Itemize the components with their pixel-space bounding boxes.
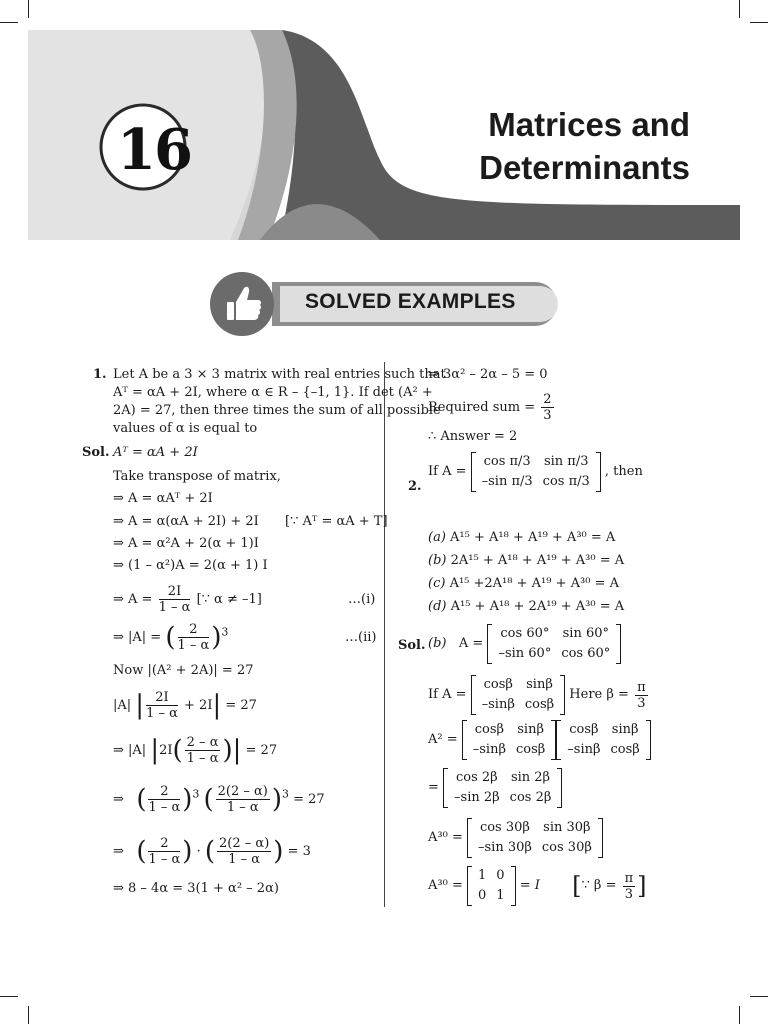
matrix-cell: –sinβ [481, 697, 515, 712]
crop-mark [0, 996, 18, 997]
solution-line: ⇒ 8 – 4α = 3(1 + α² – 2α) [113, 881, 279, 896]
fraction: $\frac{2}{1 - \alpha}$ [177, 622, 210, 653]
solution-line: ⇒ ( $\frac{2}{1 - \alpha}$ )$^3$ ( $\frac{2(2 - \alpha)}{1 - \alpha}$ )$^3$ = 27 [113, 784, 325, 815]
chapter-title-line1: Matrices and [488, 106, 690, 143]
solution-line: ⇒ A = α(αA + 2I) + 2I [113, 514, 259, 529]
matrix-cell: cos 30β [479, 820, 530, 835]
solution-line: ⇒ ( $\frac{2}{1 - \alpha}$ ) · ( $\frac{2(2 - \alpha)}{1 - \alpha}$ ) = 3 [113, 836, 311, 867]
matrix-cell: sin 30β [543, 820, 591, 835]
matrix-cell: 0 [477, 888, 487, 903]
fraction: $\frac{2(2 - \alpha)}{1 - \alpha}$ [217, 784, 268, 815]
matrix-row [473, 838, 597, 858]
option-text: A¹⁵ + A¹⁸ + 2A¹⁹ + A³⁰ = A [450, 599, 625, 614]
option-label: (b) [428, 553, 451, 568]
fraction: $\frac{2}{3}$ [543, 392, 552, 423]
matrix-cell: cos 2β [456, 770, 498, 785]
matrix-cell: cos 30β [541, 840, 592, 855]
question-number: 2. [408, 479, 422, 494]
answer-option [428, 598, 624, 616]
matrix-cell: cosβ [610, 742, 640, 757]
fraction: $\frac{\pi}{3}$ [624, 870, 634, 902]
solution-line: ⇒ A = αAᵀ + 2I [113, 491, 213, 506]
matrix-cell: sin 2β [510, 770, 551, 785]
matrix-cell: –sinβ [567, 742, 601, 757]
equation-tag: …(i) [348, 592, 376, 607]
matrix-cell: cosβ [524, 697, 555, 712]
matrix-cell: sinβ [526, 677, 553, 692]
matrix-cell: sinβ [611, 722, 639, 737]
matrix-row [477, 695, 560, 715]
answer-option [428, 552, 624, 570]
option-label: (d) [428, 599, 451, 614]
fraction: $\frac{\pi}{3}$ [637, 679, 646, 711]
chapter-number: 16 [117, 117, 191, 183]
option-text: 2A¹⁵ + A¹⁸ + A¹⁹ + A³⁰ = A [450, 553, 625, 568]
question-text: If A = cos π/3 sin π/3 –sin π/3 cos π/3 , then [428, 452, 643, 492]
solution-line: ⇒ 3α² – 2α – 5 = 0 [428, 367, 548, 382]
fraction: $\frac{2}{1 - \alpha}$ [148, 784, 181, 815]
option-label: (a) [428, 530, 451, 545]
solution-label: Sol. [82, 445, 110, 460]
option-label: (c) [428, 576, 450, 591]
matrix-cell: sin 60° [562, 626, 609, 641]
matrix-cell: cos 60° [561, 646, 611, 661]
solution-line: A³⁰ = cos 30β sin 30β –sin 30β cos 30β [428, 818, 603, 858]
solution-line: Take transpose of matrix, [113, 469, 281, 484]
solution-line: If A = cosβ sinβ –sinβ cosβ Here β = $\frac{\pi}{3}$ [428, 675, 650, 715]
matrix-cell: cos π/3 [483, 454, 531, 469]
matrix-cell: cos 60° [500, 626, 550, 641]
question-text: 2A) = 27, then three times the sum of all possible [113, 403, 441, 418]
matrix [467, 866, 516, 906]
matrix-cell: cosβ [569, 722, 599, 737]
solution-line: ⇒ (1 – α²)A = 2(α + 1) I [113, 558, 268, 573]
matrix-row [493, 624, 615, 644]
chapter-title-line2: Determinants [479, 149, 690, 186]
matrix-row [449, 768, 556, 788]
matrix [462, 720, 557, 760]
solution-line: Required sum = $\frac{2}{3}$ [428, 392, 552, 423]
matrix-cell: –sin 2β [454, 790, 500, 805]
question-text: Aᵀ = αA + 2I, where α ∈ R – {–1, 1}. If det (A² + [113, 385, 433, 400]
matrix-cell: cos π/3 [542, 474, 590, 489]
option-text: A¹⁵ + A¹⁸ + A¹⁹ + A³⁰ = A [450, 530, 616, 545]
solution-line: (b) A = cos 60° sin 60° –sin 60° cos 60° [428, 624, 621, 664]
matrix-cell: 1 [477, 868, 487, 883]
fraction: $\frac{2}{1 - \alpha}$ [148, 836, 181, 867]
matrix-cell: –sin π/3 [481, 474, 533, 489]
matrix-row [477, 452, 595, 472]
matrix-row [468, 740, 551, 760]
expr-remark: [∵ α ≠ –1] [196, 592, 262, 607]
crop-mark [750, 996, 768, 997]
matrix [443, 768, 562, 808]
matrix-row [562, 740, 645, 760]
matrix-cell: –sin 60° [498, 646, 552, 661]
solution-line: A³⁰ = 1 0 0 1 = I [∵ β = $\frac{\pi}{3}$ ] [428, 866, 647, 906]
question-text: Let A be a 3 × 3 matrix with real entries such that [113, 367, 446, 382]
crop-mark [28, 1006, 29, 1024]
matrix-cell: 0 [496, 868, 505, 883]
solution-line: |A| | $\frac{2I}{1 - \alpha}$ + 2I| = 27 [113, 690, 257, 721]
matrix-row [477, 675, 560, 695]
solution-remark: [∵ Aᵀ = αA + T] [285, 514, 388, 529]
matrix [556, 720, 651, 760]
matrix-cell: cosβ [515, 742, 546, 757]
solution-line: Now |(A² + 2A)| = 27 [113, 663, 254, 678]
matrix-row [473, 886, 510, 906]
solution-line: ⇒ A = α²A + 2(α + 1)I [113, 536, 259, 551]
matrix-row [477, 472, 595, 492]
matrix-cell: cos 2β [509, 790, 552, 805]
matrix [471, 452, 601, 492]
fraction: $\frac{2 - \alpha}{1 - \alpha}$ [186, 735, 219, 766]
matrix-cell: cosβ [474, 722, 505, 737]
matrix-cell: 1 [496, 888, 505, 903]
section-title: SOLVED EXAMPLES [305, 290, 516, 313]
matrix [467, 818, 603, 858]
matrix-row [562, 720, 645, 740]
matrix-row [468, 720, 551, 740]
solution-line: ⇒ |A| |2I( $\frac{2 - \alpha}{1 - \alpha}$ )| = 27 [113, 735, 278, 766]
matrix [471, 675, 566, 715]
solution-line: Aᵀ = αA + 2I [113, 445, 198, 460]
solution-line: ⇒ |A| = ( $\frac{2}{1 - \alpha}$ )$^3$ [113, 622, 229, 653]
matrix-cell: sin π/3 [543, 454, 589, 469]
matrix-row [473, 818, 597, 838]
question-text: values of α is equal to [113, 421, 258, 436]
equation-tag: …(ii) [345, 630, 377, 645]
answer-option [428, 575, 619, 593]
fraction: $\frac{2I}{1 - \alpha}$ [158, 584, 191, 615]
expr-lhs: ⇒ |A| = [113, 630, 162, 645]
expr-lhs: ⇒ A = [113, 592, 153, 607]
solution-line [113, 584, 262, 615]
matrix-cell: –sin 30β [477, 840, 532, 855]
matrix-row [473, 866, 510, 886]
exponent: 3 [221, 625, 229, 639]
fraction: $\frac{2(2 - \alpha)}{1 - \alpha}$ [219, 836, 270, 867]
solution-line: = cos 2β sin 2β –sin 2β cos 2β [428, 768, 562, 808]
column-divider [384, 362, 385, 907]
matrix-cell: sinβ [517, 722, 544, 737]
chapter-title [479, 103, 690, 189]
solution-line: A² = cosβ sinβ –sinβ cosβ cosβ sinβ –sinβ cosβ [428, 720, 651, 760]
matrix [487, 624, 621, 664]
matrix-row [493, 644, 615, 664]
solution-label: Sol. [398, 638, 426, 653]
crop-mark [739, 1006, 740, 1024]
answer-option [428, 529, 615, 547]
matrix-row [449, 788, 556, 808]
question-number: 1. [93, 367, 107, 382]
answer-line: ∴ Answer = 2 [428, 429, 518, 444]
matrix-cell: cosβ [483, 677, 513, 692]
matrix-cell: –sinβ [472, 742, 506, 757]
option-text: A¹⁵ +2A¹⁸ + A¹⁹ + A³⁰ = A [449, 576, 619, 591]
fraction: $\frac{2I}{1 - \alpha}$ [146, 690, 178, 721]
